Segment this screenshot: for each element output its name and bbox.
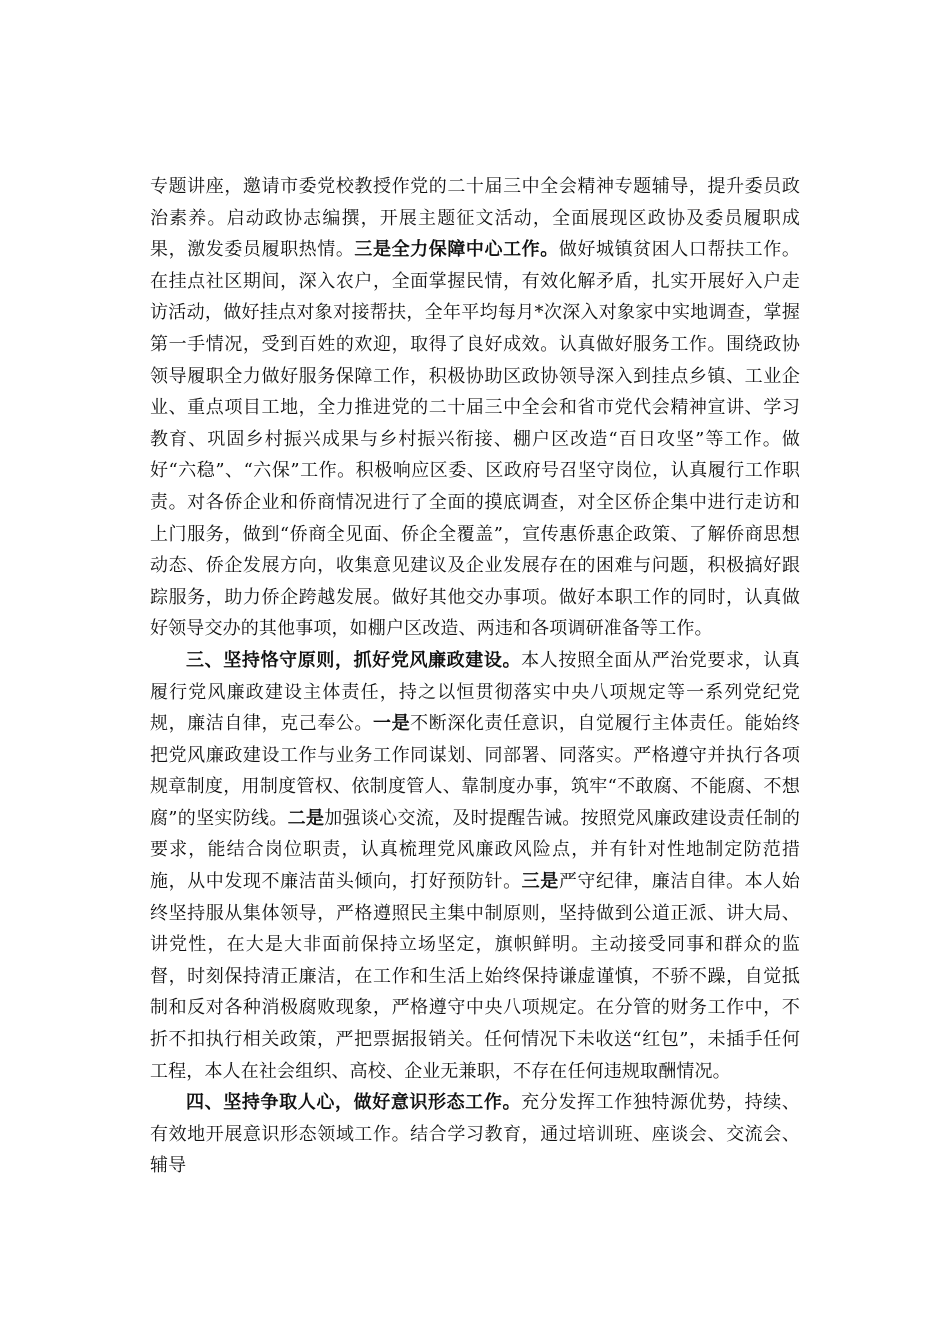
document-body	[150, 171, 800, 1182]
text-segment: 充分发挥工作独特源优势，持续、有效地开展意识形态领域工作。结合学习教育，通过培训班、座谈会、交流会、辅导	[150, 1092, 801, 1177]
heading-inline-bold: 二是	[287, 807, 325, 829]
text-segment: 严守纪律，廉洁自律。本人始终坚持服从集体领导，严格遵照民主集中制原则，坚持做到公道正派、讲大局、讲党性，在大是大非面前保持立场坚定，旗帜鲜明。主动接受同事和群众的监督，时刻保持清正廉洁，在工作和生活上始终保持谦虚谨慎，不骄不躁，自觉抵制和反对各种消极腐败现象，严格遵守中央八项规定。在分管的财务工作中，不折不扣执行相关政策，严把票据报销关。任何情况下未收送“红包”，未插手任何工程，本人在社会组织、高校、企业无兼职，不存在任何违规取酬情况。	[150, 871, 800, 1082]
text-segment: 专题讲座，邀请市委党校教授作党的二十届三中全会精神专题辅导，提升委员政治素养。启动政协志编撰，开展主题征文活动，全面展现区政协及委员履职成果，激发委员履职热情。	[150, 176, 800, 261]
heading-inline-bold: 三是全力保障中心工作。	[354, 239, 559, 261]
paragraph-section-four	[150, 1087, 800, 1182]
heading-inline-bold: 一是	[373, 713, 411, 735]
paragraph-section-three	[150, 645, 800, 1087]
heading-inline-bold: 三是	[521, 871, 559, 893]
text-segment: 加强谈心交流，及时提醒告诫。按照党风廉政建设责任制的要求，能结合岗位职责，认真梳理党风廉政风险点，并有针对性地制定防范措施，从中发现不廉洁苗头倾向，打好预防针。	[150, 807, 800, 893]
paragraph-continuation	[150, 171, 800, 645]
text-segment: 做好城镇贫困人口帮扶工作。在挂点社区期间，深入农户，全面掌握民情，有效化解矛盾，扎实开展好入户走访活动，做好挂点对象对接帮扶，全年平均每月*次深入对象家中实地调查，掌握第一手情况，受到百姓的欢迎，取得了良好成效。认真做好服务工作。围绕政协领导履职全力做好服务保障工作，积极协助区政协领导深入到挂点乡镇、工业企业、重点项目工地，全力推进党的二十届三中全会和省市党代会精神宣讲、学习教育、巩固乡村振兴成果与乡村振兴衔接、棚户区改造“百日攻坚”等工作。做好“六稳”、“六保”工作。积极响应区委、区政府号召坚守岗位，认真履行工作职责。对各侨企业和侨商情况进行了全面的摸底调查，对全区侨企集中进行走访和上门服务，做到“侨商全见面、侨企全覆盖”，宣传惠侨惠企政策、了解侨商思想动态、侨企发展方向，收集意见建议及企业发展存在的困难与问题，积极搞好跟踪服务，助力侨企跨越发展。做好其他交办事项。做好本职工作的同时，认真做好领导交办的其他事项，如棚户区改造、两违和各项调研准备等工作。	[150, 239, 800, 640]
section-heading: 三、坚持恪守原则，抓好党风廉政建设。	[186, 649, 522, 671]
text-segment: 不断深化责任意识，自觉履行主体责任。能始终把党风廉政建设工作与业务工作同谋划、同部署、同落实。严格遵守并执行各项规章制度，用制度管权、依制度管人、靠制度办事，筑牢“不敢腐、不能腐、不想腐”的坚实防线。	[150, 713, 800, 829]
section-heading: 四、坚持争取人心，做好意识形态工作。	[186, 1092, 522, 1114]
text-segment: 本人按照全面从严治党要求，认真履行党风廉政建设主体责任，持之以恒贯彻落实中央八项规定等一系列党纪党规，廉洁自律，克己奉公。	[150, 649, 801, 735]
